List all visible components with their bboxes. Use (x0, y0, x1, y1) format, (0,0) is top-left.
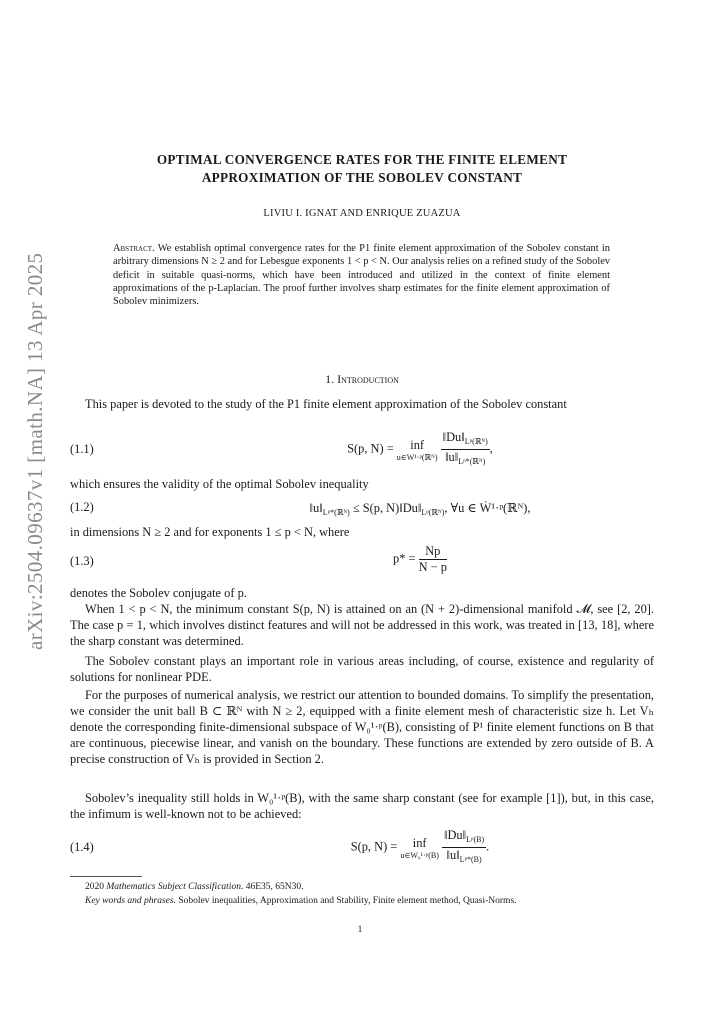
paragraph-6: The Sobolev constant plays an important role in various areas including, of course, existence and regularity of solutions for nonlinear PDE. (70, 654, 654, 684)
paragraph-8: Sobolev’s inequality still holds in W₀¹·ᵖ(B), with the same sharp constant (see for example [1]), but, in this case, the infimum is well-known not to be achieved: (70, 791, 654, 821)
equation-tail: , ∀u ∈ Ẇ¹·ᵖ(ℝᴺ), (444, 501, 531, 515)
keywords-text: Sobolev inequalities, Approximation and Stability, Finite element method, Quasi-Norms. (175, 896, 517, 906)
page-number: 1 (357, 925, 363, 935)
paragraph-7: For the purposes of numerical analysis, we restrict our attention to bounded domains. To simplify the presentation, we consider the unit ball B ⊂ ℝᴺ with N ≥ 2, equipped with a finite element mesh of characteristic size h. Let Vₕ denote the corresponding finite-dimensional subspace of W₀¹·ᵖ(B), consisting of P¹ finite element functions on B that are continuous, piecewise linear, and vanish on the boundary. These functions are extended by zero outside of B. A precise construction of Vₕ is provided in Section 2. (70, 688, 654, 766)
footnote-keywords (70, 895, 654, 907)
equation-lhs: p* = (393, 551, 416, 566)
equation-body (220, 430, 620, 469)
abstract (113, 242, 610, 308)
inf-symbol: inf (412, 835, 427, 850)
inf-subscript: u∈W¹·ᵖ(ℝᴺ) (396, 452, 438, 462)
fraction (442, 828, 486, 867)
equation-1-3 (70, 544, 654, 582)
paper-title (70, 151, 654, 187)
norm-u-subscript: Lᵖ*(ℝᴺ) (322, 508, 350, 517)
equation-number: (1.2) (70, 500, 94, 514)
equation-body (220, 500, 620, 517)
numerator-norm: ‖Du‖ (442, 430, 465, 444)
equation-lhs: S(p, N) = (347, 441, 394, 456)
section-number: 1. (325, 372, 335, 386)
equation-1-1 (70, 430, 654, 472)
inf-symbol: inf (410, 437, 425, 452)
section-heading (70, 372, 654, 387)
numerator: Np (419, 544, 447, 560)
paragraph-3: in dimensions N ≥ 2 and for exponents 1 ≤ p < N, where (70, 525, 350, 539)
equation-1-2 (70, 500, 654, 518)
numerator-subscript: Lᵖ(B) (466, 835, 485, 844)
fraction (441, 430, 490, 469)
infimum-operator (397, 438, 438, 462)
denominator-norm: ‖u‖ (445, 450, 459, 464)
inf-subscript: u∈W₀¹·ᵖ(B) (400, 850, 439, 860)
equation-1-4 (70, 828, 654, 870)
arxiv-identifier-stamp: arXiv:2504.09637v1 [math.NA] 13 Apr 2025 (23, 252, 47, 650)
paragraph-1: This paper is devoted to the study of the P1 finite element approximation of the Sobolev constant (85, 397, 567, 411)
equation-lhs: S(p, N) = (350, 839, 398, 854)
paragraph-4: denotes the Sobolev conjugate of p. (70, 586, 247, 600)
equation-body (220, 828, 620, 867)
keywords-label: Key words and phrases. (85, 896, 176, 906)
equation-tail: , (489, 441, 493, 456)
section-title: Introduction (337, 372, 399, 386)
paragraph-5: When 1 < p < N, the minimum constant S(p, N) is attained on an (N + 2)-dimensional manifold 𝓜, see [2, 20]. The case p = 1, which involves distinct features and will not be addressed in this work, was treated in [13, 18], where the sharp constant was determined. (70, 602, 654, 648)
numerator (442, 828, 486, 848)
title-line-1: OPTIMAL CONVERGENCE RATES FOR THE FINITE ELEMENT (156, 152, 568, 167)
msc-label: Mathematics Subject Classification. (106, 882, 244, 892)
abstract-text: We establish optimal convergence rates for the P1 finite element approximation of the Sobolev constant in arbitrary dimensions N ≥ 2 and for Lebesgue exponents 1 < p < N. Our analysis relies on a refined study of the Sobolev deficit in suitable quasi-norms, which have been introduced and utilized in the context of finite element approximations of the p-Laplacian. The proof further involves sharp estimates for the finite element approximation of Sobolev minimizers. (113, 243, 611, 308)
denominator-subscript: Lᵖ*(B) (459, 855, 482, 864)
paragraph-2: which ensures the validity of the optimal Sobolev inequality (70, 477, 369, 491)
fraction (419, 544, 447, 575)
title-line-2: APPROXIMATION OF THE SOBOLEV CONSTANT (201, 170, 523, 185)
authors: LIVIU I. IGNAT AND ENRIQUE ZUAZUA (263, 208, 461, 219)
equation-body (220, 544, 620, 575)
denominator (441, 450, 490, 469)
footnote-rule (70, 876, 142, 877)
numerator-norm: ‖Du‖ (444, 828, 467, 842)
msc-year: 2020 (85, 882, 104, 892)
norm-u: ‖u‖ (309, 501, 323, 515)
denominator (442, 848, 486, 867)
equation-number: (1.3) (70, 554, 94, 568)
norm-du-subscript: Lᵖ(ℝᴺ) (421, 508, 445, 517)
denominator-subscript: Lᵖ*(ℝᴺ) (458, 457, 486, 466)
numerator-subscript: Lᵖ(ℝᴺ) (464, 437, 488, 446)
inequality-middle: ≤ S(p, N)‖Du‖ (349, 501, 422, 515)
denominator: N − p (418, 560, 447, 574)
equation-number: (1.4) (70, 840, 94, 854)
equation-number: (1.1) (70, 442, 94, 456)
msc-codes: 46E35, 65N30. (243, 882, 304, 892)
equation-tail: . (486, 839, 490, 854)
denominator-norm: ‖u‖ (446, 848, 460, 862)
footnote-msc (70, 881, 654, 893)
abstract-label: Abstract. (113, 243, 155, 254)
numerator (441, 430, 490, 450)
infimum-operator (400, 836, 438, 860)
